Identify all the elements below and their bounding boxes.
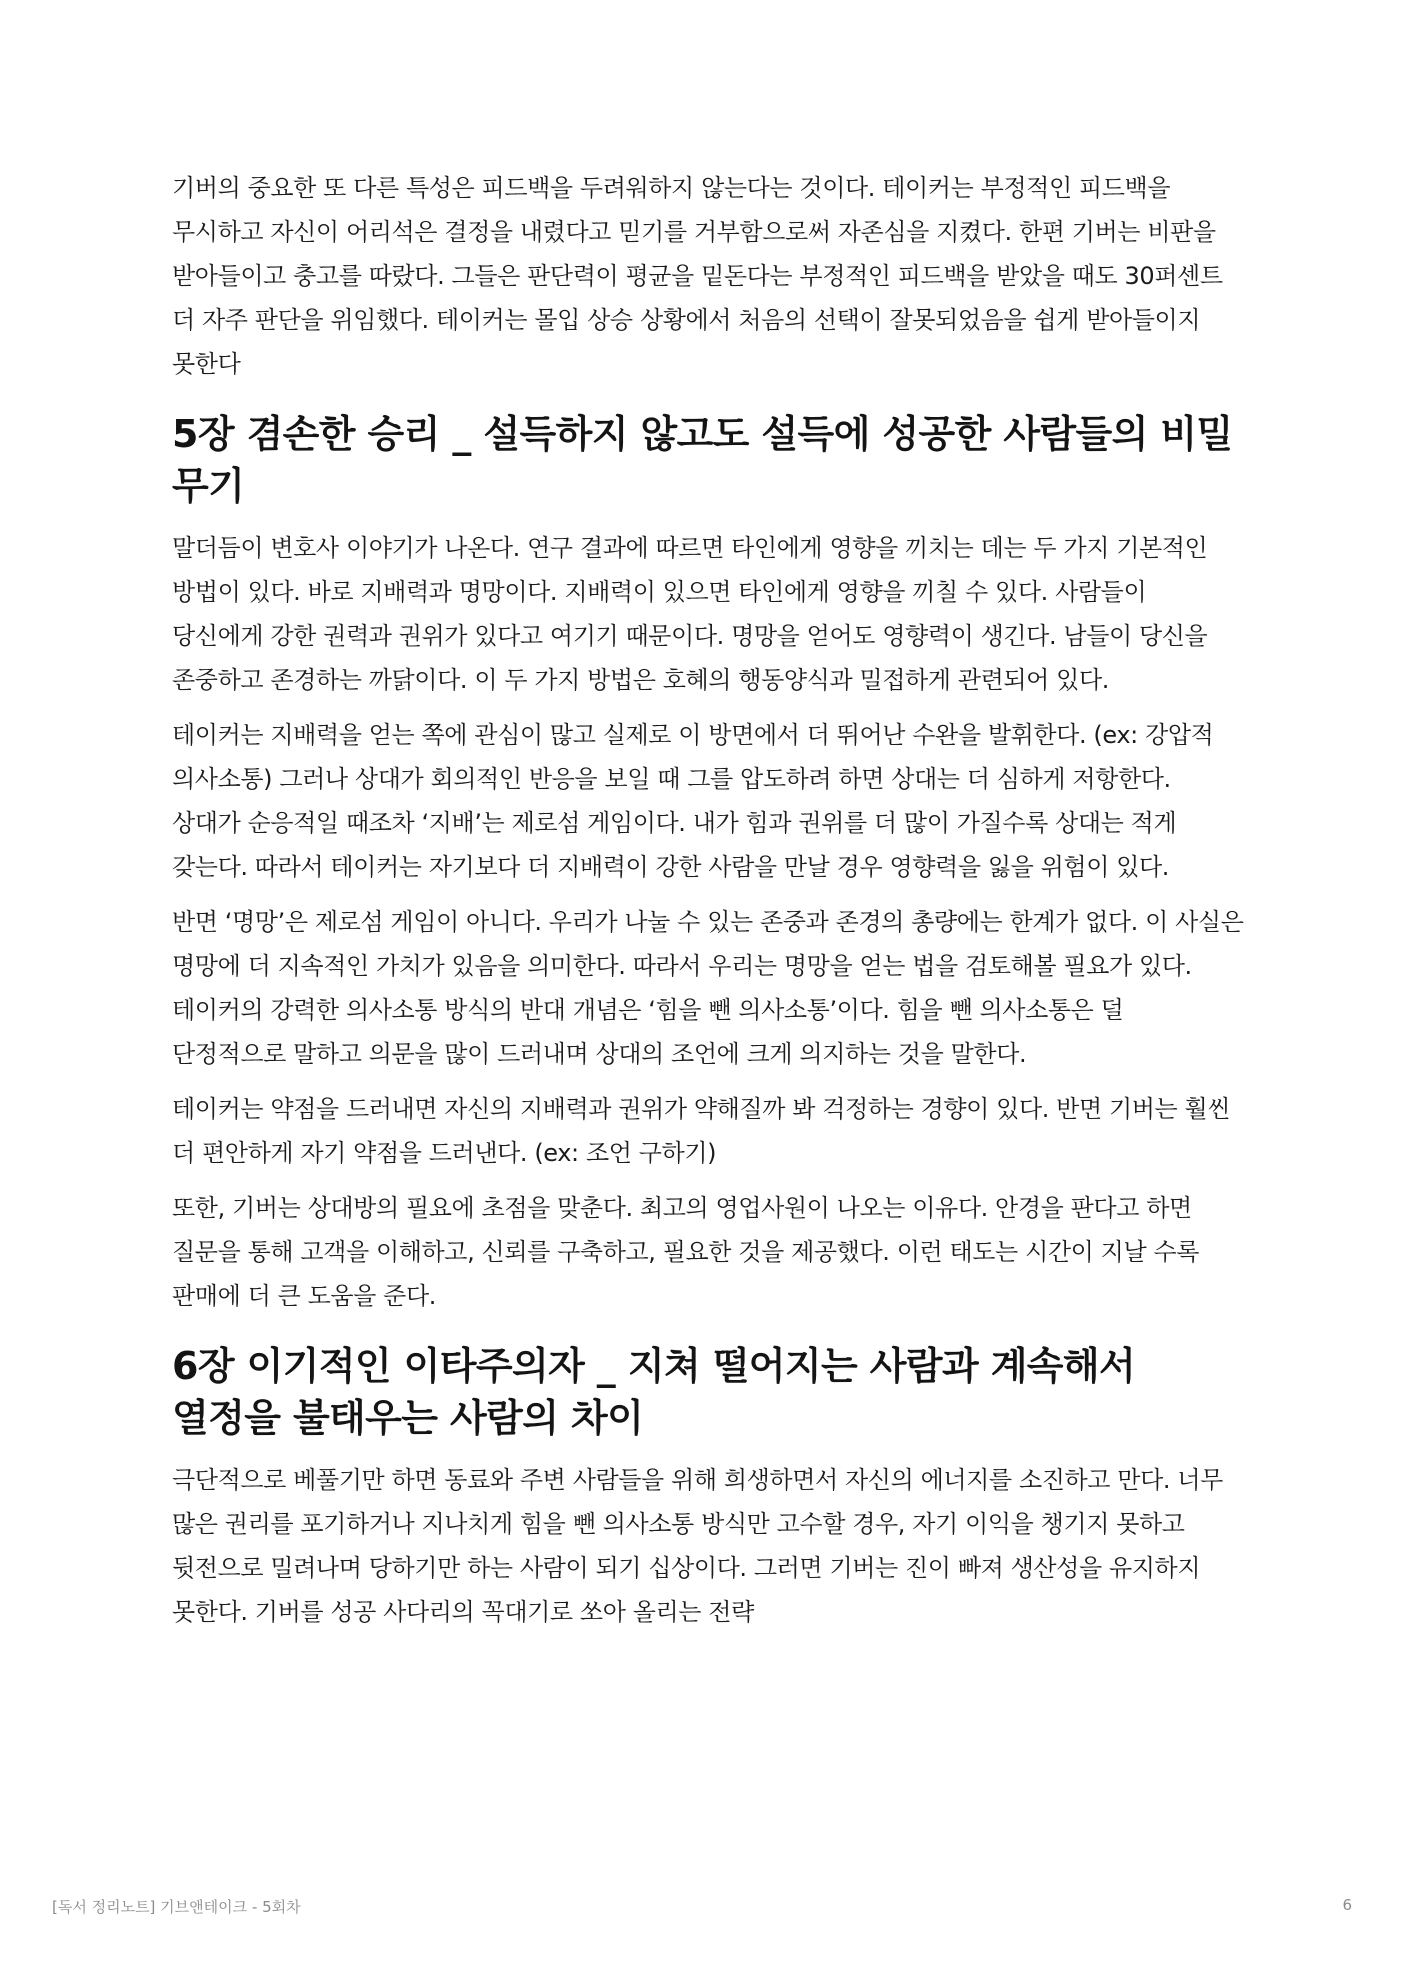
- paragraph-dominance-prestige: 말더듬이 변호사 이야기가 나온다. 연구 결과에 따르면 타인에게 영향을 끼치는 데는 두 가지 기본적인 방법이 있다. 바로 지배력과 명망이다. 지배력이 있으면 타인에게 영향을 끼칠 수 있다. 사람들이 당신에게 강한 권력과 권위가 있다고 여기기 때문이다. 명망을 얻어도 영향력이 생긴다. 남들이 당신을 존중하고 존경하는 까닭이다. 이 두 가지 방법은 호혜의 행동양식과 밀접하게 관련되어 있다.: [172, 534, 1208, 694]
- page-number: 6: [1342, 1896, 1352, 1914]
- paragraph-weakness: 테이커는 약점을 드러내면 자신의 지배력과 권위가 약해질까 봐 걱정하는 경향이 있다. 반면 기버는 훨씬 더 편안하게 자기 약점을 드러낸다. (ex: 조언 구하기): [172, 1095, 1231, 1167]
- paragraph-taker-dominance: 테이커는 지배력을 얻는 쪽에 관심이 많고 실제로 이 방면에서 더 뛰어난 수완을 발휘한다. (ex: 강압적 의사소통) 그러나 상대가 회의적인 반응을 보일 때 그를 압도하려 하면 상대는 더 심하게 저항한다. 상대가 순응적일 때조차 ‘지배’는 제로섬 게임이다. 내가 힘과 권위를 더 많이 가질수록 상대는 적게 갖는다. 따라서 테이커는 자기보다 더 지배력이 강한 사람을 만날 경우 영향력을 잃을 위험이 있다.: [172, 721, 1214, 881]
- paragraph-burnout: 극단적으로 베풀기만 하면 동료와 주변 사람들을 위해 희생하면서 자신의 에너지를 소진하고 만다. 너무 많은 권리를 포기하거나 지나치게 힘을 뺀 의사소통 방식만 고수할 경우, 자기 이익을 챙기지 못하고 뒷전으로 밀려나며 당하기만 하는 사람이 되기 십상이다. 그러면 기버는 진이 빠져 생산성을 유지하지 못한다. 기버를 성공 사다리의 꼭대기로 쏘아 올리는 전략: [172, 1466, 1223, 1626]
- page-content: [172, 166, 1244, 1645]
- paragraph-feedback: 기버의 중요한 또 다른 특성은 피드백을 두려워하지 않는다는 것이다. 테이커는 부정적인 피드백을 무시하고 자신이 어리석은 결정을 내렸다고 믿기를 거부함으로써 자존심을 지켰다. 한편 기버는 비판을 받아들이고 충고를 따랐다. 그들은 판단력이 평균을 밑돈다는 부정적인 피드백을 받았을 때도 30퍼센트 더 자주 판단을 위임했다. 테이커는 몰입 상승 상황에서 처음의 선택이 잘못되었음을 쉽게 받아들이지 못한다: [172, 174, 1223, 378]
- paragraph-prestige: 반면 ‘명망’은 제로섬 게임이 아니다. 우리가 나눌 수 있는 존중과 존경의 총량에는 한계가 없다. 이 사실은 명망에 더 지속적인 가치가 있음을 의미한다. 따라서 우리는 명망을 얻는 법을 검토해볼 필요가 있다. 테이커의 강력한 의사소통 방식의 반대 개념은 ‘힘을 뺀 의사소통’이다. 힘을 뺀 의사소통은 덜 단정적으로 말하고 의문을 많이 드러내며 상대의 조언에 크게 의지하는 것을 말한다.: [172, 908, 1244, 1068]
- chapter-6-heading: 6장 이기적인 이타주의자 _ 지쳐 떨어지는 사람과 계속해서 열정을 불태우는 사람의 차이: [172, 1344, 1136, 1440]
- chapter-5-heading: 5장 겸손한 승리 _ 설득하지 않고도 설득에 성공한 사람들의 비밀 무기: [172, 412, 1233, 508]
- footer-document-title: [독서 정리노트] 기브앤테이크 - 5회차: [52, 1898, 301, 1916]
- paragraph-sales: 또한, 기버는 상대방의 필요에 초점을 맞춘다. 최고의 영업사원이 나오는 이유다. 안경을 판다고 하면 질문을 통해 고객을 이해하고, 신뢰를 구축하고, 필요한 것을 제공했다. 이런 태도는 시간이 지날 수록 판매에 더 큰 도움을 준다.: [172, 1194, 1200, 1310]
